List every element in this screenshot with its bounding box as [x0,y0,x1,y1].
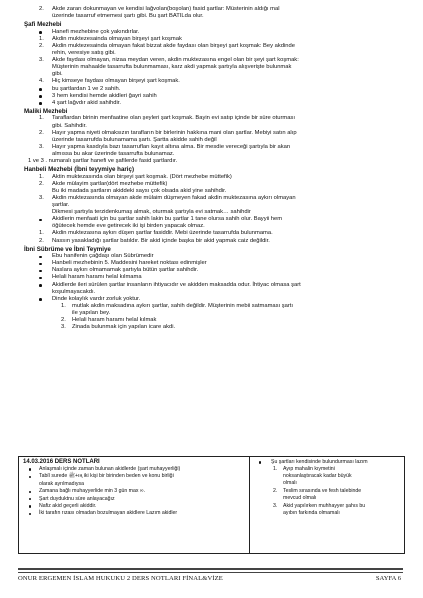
sub-item-line [24,310,406,317]
item-text: Akde zararı dokunmayan ve kendisi lağvolan(boşolan) fasid şartlar: Müsterinin aldığı mal [52,6,280,12]
item-text: Akdin muktezesainda olmayan fakat bizzat akde faydası olan birşeyi şart koşmak: Bey akdinde [52,42,295,49]
item-text: Hayır yapma kasdıyla bazı tasarrufları kayıt altına alma. Bir mesdie vereceği şartıyla bir akan [52,143,291,150]
numbered-item-line [24,238,406,245]
bullet-dot [39,298,42,301]
item-text: üzerinde tasarrufda bulunamama şartı. Şartta akidde sahih değil [52,136,217,143]
section-heading: Şafi Mezhebi [24,21,62,29]
item-text: Akdin muktezasına aykırı düşen şartlar fasiddir. Mebi üzerinde tasarrufda bulunmama. [52,230,273,237]
bullet-text: bu şartlardan 1 ve 2 sahih. [52,85,121,92]
bullet-item [24,93,406,100]
table-right-heading [250,459,404,466]
item-text: Akde mülayim şartlar(dört mezhebe müttefik) [52,180,168,187]
numbered-item-line [24,151,406,158]
item-text: Aktin muktezasında olan birşeyi şart koşmak. (Dört mezhebe müttefik) [52,173,232,180]
bullet-dot [29,513,31,515]
item-text: rehin, veresiye satış gibi. [52,50,116,57]
bullet-dot [39,95,42,98]
table-left-text: Zamana bağlı muhayyerlide min 3 gün max ∞. [39,488,146,495]
bullet-text: Akidlerin menfaati için bu şartlar sahih lakin bu şartlar 1 tane olursa sahih olur. Bayyii hem [52,216,283,223]
numbered-item-line [24,188,406,195]
table-left-text: Nafiz akid geçerli akiddir. [39,503,97,510]
table-left-text: Anlaşmalı içinde zaman bulunan akidlerde (şart muhayyerliği) [39,466,181,472]
table-right-cell [250,457,404,553]
bullet-dot [29,468,31,470]
item-text: Hiç kimseye faydası olmayan birşeyi şart koşmak. [52,78,180,85]
sub-item-text: mutlak akdin maksadına aykırı şartlar, sahih değildir. Müşterinin mebii satmaması şartı [72,302,294,309]
maliki-note: 1 ve 3 . numaralı şartlar hanefi ve şafilerde fasid şartlardır. [28,157,178,164]
bullet-text: 3 hem kendisi hemde akidleri ğayri sahih [52,92,157,99]
item-text: gibi. Sahihdir. [52,122,87,129]
bullet-continuation: koşulmayacakdı. [52,288,96,295]
table-left-line [19,488,249,495]
table-right-text: Akid yapılırken muhhayyer şahıs bu [283,503,366,510]
numbered-item-line [24,50,406,57]
table-right-text: mevcud olmalı [283,495,317,502]
numbered-item-line [24,230,406,237]
bullet-item [24,260,406,267]
item-number: 1. [39,115,44,122]
bullet-text: Helali haram haramı helal kılmama [52,274,142,281]
bullet-dot [29,476,31,478]
bullet-item [24,216,406,223]
numbered-item-line [24,43,406,50]
item-text: üzerinde tasarruf etmemesi şartı gibi. Bu şart BATILda olur. [52,13,204,20]
bullet-text: Hanbeli mezhebinin 5. Maddesini hareket noktası edinmişler [52,260,207,267]
table-right-text: olmalı [283,479,297,486]
item-number: 1. [39,230,44,237]
item-text: Müşterinin mahaalde tasarrufta bulunmaması, karz akdi yapmak şartıyla alışverişte bulunmak [52,64,292,71]
bullet-text: Ebu hanifenin çağdaşı olan Sübrümedir [52,253,154,260]
numbered-item-line [24,130,406,137]
table-left-text: İki tarafın rızası olmadan bozulmayan akidlere Lazım akidler [39,510,178,517]
numbered-item-line [24,174,406,181]
item-text: gibi. [52,71,63,78]
table-left-line [19,496,249,503]
table-right-text: ayıbın farkında olmamalı [283,510,340,517]
item-number: 2. [39,180,44,187]
table-left-text: olarak ayrılmadıysa [39,480,84,487]
table-left-line [19,510,249,517]
table-right-line [250,466,404,473]
bullet-dot [39,256,42,259]
bullet-item [24,267,406,274]
item-number: 3. [39,57,44,64]
numbered-item-line [24,115,406,122]
section-heading: Hanbeli Mezhebi (İbni teyymiye hariç) [24,166,135,174]
item-text: Dikmesi şartıyla terzidenkumaş almak, oturmak şartıyla evi satmak… sahihdir [52,209,251,216]
table-right-line [250,510,404,517]
bullet-dot [39,102,42,105]
table-left-line [19,481,249,488]
item-text: almıssa bu akar üzerinde tasarrufta bulunamaz. [52,150,175,157]
bullet-dot [259,461,261,463]
item-text: Hayır yapma niyeti olmaksızın tarafların bir birlerinin hakkına mani olan şartlar. Mebiyi satın alıp [52,129,297,136]
item-number: 4. [39,78,44,85]
table-right-text: Teslim sırasında ve fesh talebinde [283,488,362,495]
bullet-item [24,296,406,303]
item-number: 2. [39,237,44,244]
item-text: Akde faydası olmayan, nizaa meydan veren, akdin muktezasına engel olan bir şeyi şart koşmak: [52,57,299,64]
item-number: 1. [39,173,44,180]
bullet-item [24,253,406,260]
item-number: 2. [273,488,278,495]
item-number: 1. [273,465,278,472]
table-left-text: Tabiî surede ﷺ+ıң iki kişi bir birinden beden ve konu birliği [39,473,174,480]
item-number: 2. [39,129,44,136]
item-text: şartlar. [52,202,70,209]
numbered-item-line [24,209,406,216]
sub-item-text: Zinada bulunmak için yapılan icare akdi. [72,324,176,331]
item-text: Akdin muktezasında olmayan akde mülaim düşmeyen fakad akdin muktezasına aykırı olmayan [52,194,296,201]
bullet-text: Akidlerde ileri sürülen şartlar insanların ihtiyacıdır ve akidden maksadda odur. İhtiyac olmasa şart [52,281,301,288]
numbered-item-line [24,6,406,13]
bullet-item [24,100,406,107]
table-right-text: noksanlaştıracak kadar büyük [283,472,352,479]
table-right-line [250,495,404,502]
sub-item-number: 2. [61,317,66,324]
item-number: 3. [39,194,44,201]
bullet-dot [39,263,42,266]
bullet-dot [39,219,42,222]
bullet-dot [29,491,31,493]
bullet-dot [39,277,42,280]
bullet-dot [29,505,31,507]
bullet-item [24,29,406,36]
bullet-continuation: öğütecek hemde eve getirecek iki işi birden yapacak olmaz. [52,223,205,230]
numbered-item-line [24,144,406,151]
bullet-dot [39,31,42,34]
bullet-item [24,282,406,289]
bullet-text: Hanefi mezhebine çok yakındırlar. [52,28,140,35]
numbered-item-line [24,137,406,144]
numbered-item-line [24,195,406,202]
table-right-text: Ayıp mahalin kıymetini [283,465,335,472]
item-number: 2. [39,42,44,49]
numbered-item-line [24,64,406,71]
sub-item-text: ile yapılan bey. [72,309,111,316]
table-title: 14.03.2016 DERS NOTLARI [23,458,100,465]
table-right-line [250,488,404,495]
table-left-text: Şart duyduktnu süre anlayacağız [39,495,115,502]
page-footer [18,568,403,582]
bullet-text: Dinde kolaylık vardır zorluk yoktur. [52,295,141,302]
bullet-item [24,86,406,93]
table-right-line [250,503,404,510]
numbered-item-line [24,78,406,85]
sub-item-line [24,303,406,310]
numbered-item-line [24,202,406,209]
item-text: Bu iki madada şartların akiddeki saysı çok olsada akid yine sahihdir. [52,187,227,194]
table-left-line [19,473,249,480]
ders-notlari-table [18,456,405,554]
page-number: SAYFA 6 [375,575,401,582]
numbered-item-line [24,13,406,20]
item-number: 1. [39,35,44,42]
footer-title: ONUR ERGEMEN İSLAM HUKUKU 2 DERS NOTLARI FİNAL&VİZE [18,575,223,582]
numbered-item-line [24,57,406,64]
bullet-text: Naslara aykırı olmamamak şartıyla bütün şartlar sahihdir. [52,267,199,274]
sub-item-line [24,324,406,331]
bullet-dot [29,498,31,500]
numbered-item-line [24,123,406,130]
item-text: Taraflardan birinin menfaatine olan şeyleri şart koşmak. Bayin evi satıp içinde bir süre oturması [52,115,295,122]
section-heading: İbni Sübrüme ve İbni Teymiye [24,245,111,253]
bullet-dot [39,88,42,91]
numbered-item-line [24,71,406,78]
notes-content [24,6,406,331]
numbered-item-line [24,181,406,188]
item-number: 2. [39,6,44,12]
table-right-line [250,480,404,487]
sub-item-number: 1. [61,302,66,309]
numbered-item-line [24,36,406,43]
bullet-item [24,274,406,281]
item-number: 3. [273,503,278,510]
sub-item-number: 3. [61,324,66,331]
item-text: Nassın yasakladığı şartlar batıldır. Bir akid içinde başka bir akid yapmak caiz değildir. [52,237,270,244]
table-right-heading-text: Şu şartları kendisinde bulundurması lazım [271,459,368,465]
bullet-dot [39,270,42,273]
section-heading: Maliki Mezhebi [24,107,68,115]
table-right-line [250,473,404,480]
table-left-cell [19,457,250,553]
sub-item-line [24,317,406,324]
item-text: Akdin muktezesainda olmayan birşeyi şart koşmak [52,35,182,42]
sub-item-text: Helali haram haramı helal kılmak [72,317,157,324]
bullet-dot [39,284,42,287]
bullet-text: 4 şart lağvdır akid sahihdir. [52,99,121,106]
item-number: 3. [39,143,44,150]
